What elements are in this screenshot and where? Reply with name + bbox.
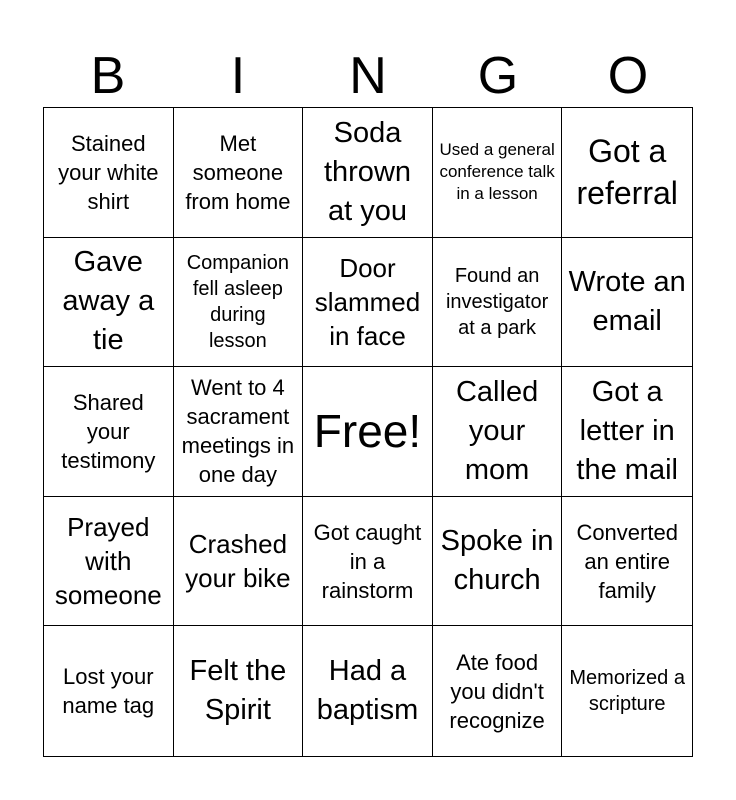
bingo-cell-r5c4[interactable] (433, 626, 563, 756)
cell-label: Went to 4 sacrament meetings in one day (181, 375, 295, 488)
bingo-cell-r2c4[interactable] (433, 238, 563, 368)
bingo-cell-r1c2[interactable] (174, 108, 304, 238)
free-space-label: Free! (313, 405, 422, 458)
bingo-cell-r4c4[interactable] (433, 497, 563, 627)
bingo-cell-r5c3[interactable] (303, 626, 433, 756)
cell-label: Soda thrown at you (323, 116, 412, 227)
bingo-cell-r3c1[interactable] (44, 367, 174, 497)
cell-label: Memorized a scripture (569, 667, 685, 716)
bingo-cell-r5c5[interactable] (562, 626, 692, 756)
header-letter-n: N (349, 47, 387, 105)
bingo-cell-r4c1[interactable] (44, 497, 174, 627)
cell-label: Lost your name tag (62, 664, 155, 719)
bingo-cell-r2c5[interactable] (562, 238, 692, 368)
bingo-cell-r2c1[interactable] (44, 238, 174, 368)
bingo-cell-r3c5[interactable] (562, 367, 692, 497)
bingo-cell-r1c3[interactable] (303, 108, 433, 238)
header-letter-i: I (230, 47, 246, 105)
cell-label: Called your mom (455, 375, 539, 486)
bingo-cell-r3c2[interactable] (174, 367, 304, 497)
cell-label: Spoke in church (440, 525, 554, 597)
bingo-cell-r5c2[interactable] (174, 626, 304, 756)
cell-label: Got a referral (576, 133, 678, 212)
header-letter-b: B (90, 47, 126, 105)
header-letter-o: O (607, 47, 649, 105)
cell-label: Met someone from home (185, 130, 291, 214)
cell-label: Crashed your bike (185, 529, 291, 594)
cell-label: Felt the Spirit (189, 655, 287, 727)
cell-label: Found an investigator at a park (445, 264, 549, 339)
bingo-cell-r4c5[interactable] (562, 497, 692, 627)
cell-label: Wrote an email (568, 265, 686, 337)
cell-label: Used a general conference talk in a lesson (439, 140, 555, 204)
cell-label: Prayed with someone (54, 512, 162, 611)
free-space[interactable] (303, 367, 433, 497)
cell-label: Got caught in a rainstorm (313, 519, 422, 603)
cell-label: Door slammed in face (314, 252, 421, 351)
bingo-cell-r1c4[interactable] (433, 108, 563, 238)
cell-label: Converted an entire family (576, 519, 678, 603)
bingo-board (43, 107, 693, 757)
cell-label: Companion fell asleep during lesson (186, 251, 290, 352)
header-letter-g: G (477, 47, 519, 105)
cell-label: Shared your testimony (61, 389, 156, 473)
bingo-cell-r5c1[interactable] (44, 626, 174, 756)
cell-label: Ate food you didn't recognize (449, 649, 545, 733)
cell-label: Got a letter in the mail (576, 375, 678, 486)
bingo-cell-r3c4[interactable] (433, 367, 563, 497)
bingo-cell-r2c3[interactable] (303, 238, 433, 368)
bingo-cell-r1c1[interactable] (44, 108, 174, 238)
bingo-cell-r1c5[interactable] (562, 108, 692, 238)
bingo-cell-r2c2[interactable] (174, 238, 304, 368)
bingo-header (43, 44, 693, 108)
cell-label: Stained your white shirt (58, 130, 159, 214)
bingo-cell-r4c2[interactable] (174, 497, 304, 627)
bingo-cell-r4c3[interactable] (303, 497, 433, 627)
cell-label: Gave away a tie (62, 246, 155, 357)
cell-label: Had a baptism (316, 655, 419, 727)
